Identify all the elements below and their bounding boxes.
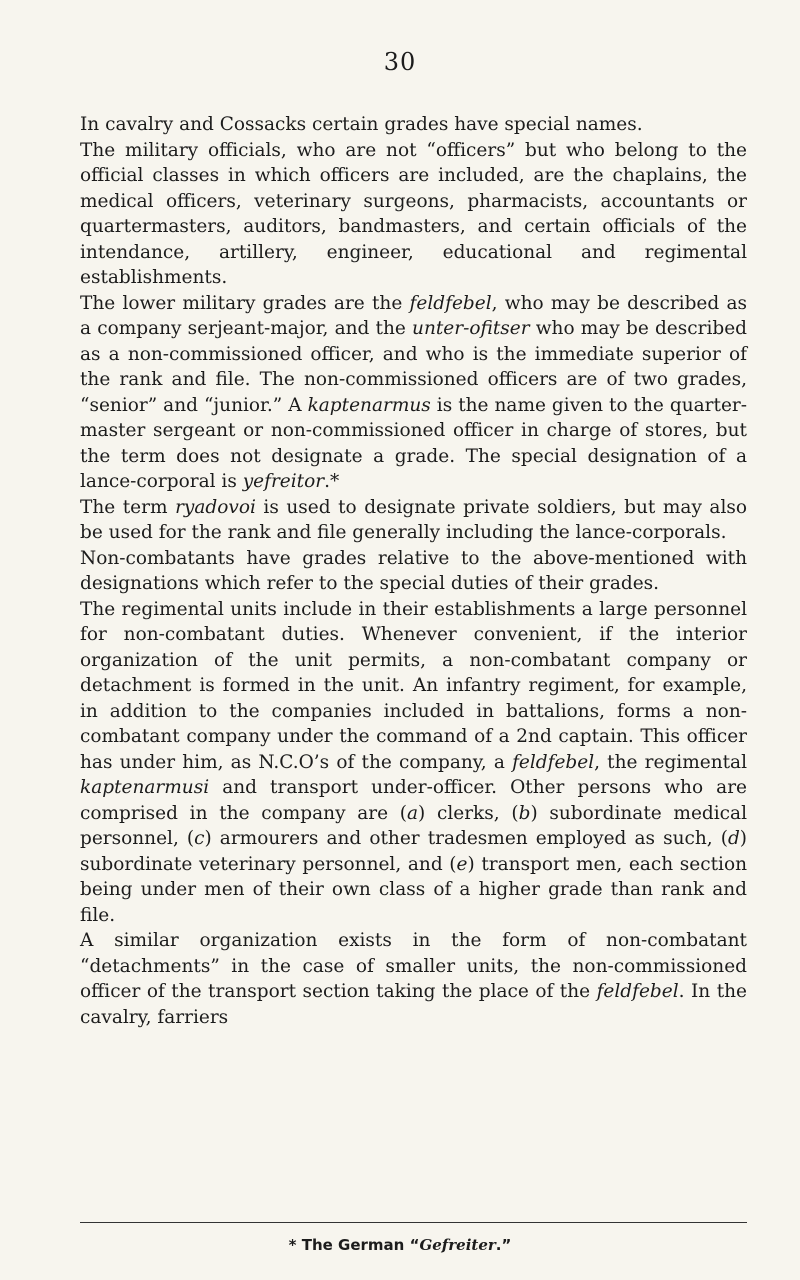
body-text <box>80 112 747 1030</box>
footnote <box>0 1236 800 1254</box>
paragraph: A similar organization exists in the form of non-combatant “detachments” in the case of smaller units, the non-commissioned officer of the transport section taking the place of the feldfebel. In the cavalry, farriers <box>80 930 747 1028</box>
paragraph: The lower military grades are the feldfebel, who may be described as a company serjeant-major, and the unter-ofitser who may be described as a non-commissioned officer, and who is the immediate superior of the rank and file. The non-commissioned officers are of two grades, “senior” and “junior.” A kaptenarmus is the name given to the quarter-master sergeant or non-commissioned officer in charge of stores, but the term does not designate a grade. The special designation of a lance-corporal is yefreitor.* <box>80 292 747 492</box>
paragraph: The term ryadovoi is used to designate private soldiers, but may also be used for the rank and file generally including the lance-corporals. <box>80 496 748 543</box>
paragraph: The military officials, who are not “officers” but who belong to the official classes in which officers are included, are the chaplains, the medical officers, veterinary surgeons, pharmacists, accountants or quartermasters, auditors, bandmasters, and certain officials of the intendance, artillery, engineer, educational and regimental establishments. <box>80 139 747 288</box>
paragraph: Non-combatants have grades relative to the above-mentioned with designations which refer to the special duties of their grades. <box>80 547 747 594</box>
footnote-term: Gefreiter <box>419 1236 496 1254</box>
page-number: 30 <box>383 48 417 76</box>
footnote-suffix: .” <box>495 1236 512 1254</box>
paragraph: The regimental units include in their establishments a large personnel for non-combatant duties. Whenever convenient, if the interior organization of the unit permits, a non-combatant company or detachment is formed in the unit. An infantry regiment, for example, in addition to the companies included in battalions, forms a non-combatant company under the command of a 2nd captain. This officer has under him, as N.C.O’s of the company, a feldfebel, the regimental kaptenarmusi and transport under-officer. Other persons who are comprised in the company are (a) clerks, (b) subordinate medical personnel, (c) armourers and other tradesmen employed as such, (d) subordinate veterinary personnel, and (e) transport men, each section being under men of their own class of a higher grade than rank and file. <box>80 598 748 926</box>
footnote-prefix: * The German “ <box>288 1236 420 1254</box>
footnote-divider <box>80 1222 747 1223</box>
paragraph: In cavalry and Cossacks certain grades have special names. <box>80 114 643 135</box>
